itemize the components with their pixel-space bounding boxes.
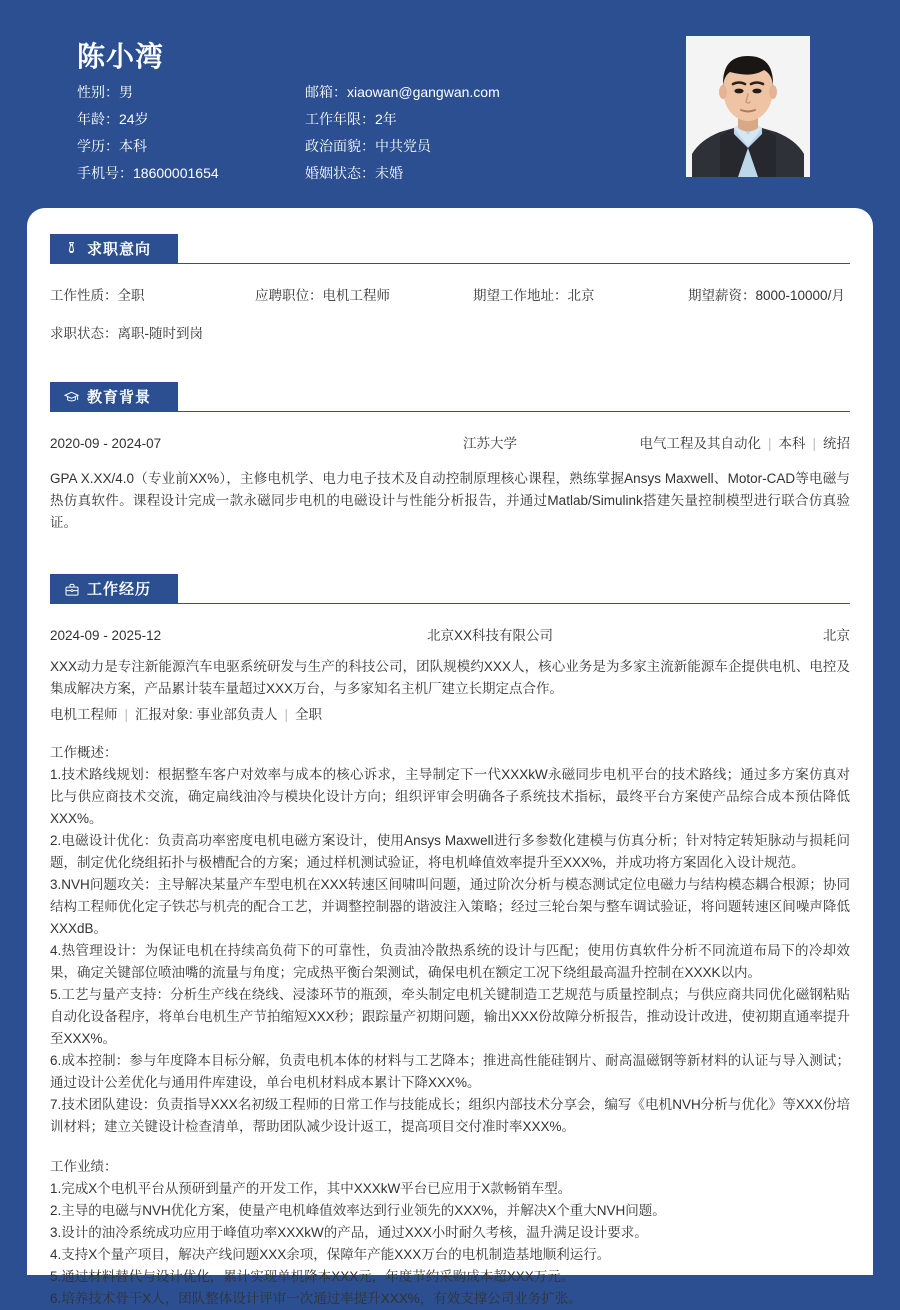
work-overview-item: 4.热管理设计：为保证电机在持续高负荷下的可靠性，负责油冷散热系统的设计与匹配；使用仿真软件分析不同流道布局下的冷却效果，确定关键部位喷油嘴的流量与角度；完成热平衡台架测试，确保电机在额定工况下绕组最高温升控制在XXXK以内。 bbox=[50, 943, 850, 980]
field-gender-label: 性别： bbox=[77, 84, 119, 100]
work-achievement-item: 5.通过材料替代与设计优化，累计实现单机降本XXX元，年度节约采购成本超XXX万元。 bbox=[50, 1269, 575, 1284]
personal-info-grid bbox=[77, 82, 637, 190]
education-admission: 统招 bbox=[823, 436, 850, 451]
education-date: 2020-09 - 2024-07 bbox=[50, 436, 162, 451]
intention-nature bbox=[50, 286, 255, 306]
field-degree-label: 学历： bbox=[77, 138, 119, 154]
education-degree: 本科 bbox=[778, 436, 806, 451]
field-email-label: 邮箱： bbox=[305, 84, 347, 100]
divider: | bbox=[124, 707, 129, 722]
work-achievements-title: 工作业绩： bbox=[50, 1159, 118, 1174]
section-body-job-intention bbox=[27, 286, 873, 344]
section-job-intention bbox=[27, 234, 873, 344]
field-phone bbox=[77, 163, 305, 183]
field-email-value: xiaowan@gangwan.com bbox=[347, 84, 500, 100]
work-achievement-item: 2.主导的电磁与NVH优化方案，使量产电机峰值效率达到行业领先的XXX%，并解决X个重大NVH问题。 bbox=[50, 1203, 666, 1218]
work-achievement-item: 6.培养技术骨干X人，团队整体设计评审一次通过率提升XXX%，有效支撑公司业务扩张。 bbox=[50, 1291, 582, 1306]
work-achievement-item: 4.支持X个量产项目，解决产线问题XXX余项，保障年产能XXX万台的电机制造基地顺利运行。 bbox=[50, 1247, 611, 1262]
briefcase-icon bbox=[64, 582, 79, 597]
education-tail bbox=[610, 434, 850, 454]
work-report-to: 汇报对象: 事业部负责人 bbox=[135, 707, 278, 722]
field-political-label: 政治面貌： bbox=[305, 138, 375, 154]
field-marital-label: 婚姻状态： bbox=[305, 165, 375, 181]
work-company-intro: XXX动力是专注新能源汽车电驱系统研发与生产的科技公司，团队规模约XXX人，核心业务是为多家主流新能源车企提供电机、电控及集成解决方案，产品累计装车量超过XXX万台，与多家知名主机厂建立长期定点合作。 bbox=[50, 659, 850, 696]
work-overview-item: 1.技术路线规划：根据整车客户对效率与成本的核心诉求，主导制定下一代XXXkW永磁同步电机平台的技术路线；通过多方案仿真对比与供应商技术交流，确定扁线油冷与模块化设计方向；组织评审会明确各子系统技术指标，最终平台方案使产品综合成本预估降低XXX%。 bbox=[50, 767, 850, 826]
intention-position-label: 应聘职位： bbox=[255, 288, 323, 303]
work-city: 北京 bbox=[823, 628, 850, 643]
intention-location bbox=[473, 286, 688, 306]
intention-status bbox=[50, 324, 255, 344]
field-work-years bbox=[305, 109, 625, 129]
work-employment-type: 全职 bbox=[295, 707, 323, 722]
field-email bbox=[305, 82, 625, 102]
section-work-experience bbox=[27, 574, 873, 1310]
section-title-job-intention: 求职意向 bbox=[87, 240, 152, 258]
field-marital-value: 未婚 bbox=[375, 165, 403, 181]
work-overview-item: 5.工艺与量产支持：分析生产线在绕线、浸漆环节的瓶颈，牵头制定电机关键制造工艺规范与质量控制点；与供应商共同优化磁钢粘贴自动化设备程序，将单台电机生产节拍缩短XXX秒；跟踪量产初期问题，输出XXX份故障分析报告，推动设计改进，使初期直通率提升至XXX%。 bbox=[50, 987, 850, 1046]
work-overview-item: 2.电磁设计优化：负责高功率密度电机电磁方案设计，使用Ansys Maxwell进行多参数化建模与仿真分析；针对特定转矩脉动与损耗问题，制定优化绕组拓扑与极槽配合的方案；通过样机测试验证，将电机峰值效率提升至XXX%，并成功将方案固化入设计规范。 bbox=[50, 833, 850, 870]
field-degree-value: 本科 bbox=[119, 138, 147, 154]
section-body-education bbox=[27, 434, 873, 534]
work-overview-item: 3.NVH问题攻关：主导解决某量产车型电机在XXX转速区间啸叫问题，通过阶次分析与模态测试定位电磁力与结构模态耦合根源；协同结构工程师优化定子铁芯与机壳的配合工艺，并调整控制器的谐波注入策略；经过三轮台架与整车调试验证，将问题转速区间噪声降低XXXdB。 bbox=[50, 877, 850, 936]
intention-salary-value: 8000-10000/月 bbox=[755, 288, 845, 303]
education-entry-header bbox=[50, 434, 850, 454]
field-work-years-value: 2年 bbox=[375, 111, 397, 127]
candidate-photo bbox=[686, 36, 810, 177]
intention-status-value: 离职-随时到岗 bbox=[117, 326, 203, 341]
work-role-meta bbox=[50, 704, 850, 726]
work-role: 电机工程师 bbox=[50, 707, 118, 722]
intention-location-label: 期望工作地址： bbox=[473, 288, 568, 303]
field-age bbox=[77, 109, 305, 129]
section-header-education bbox=[27, 382, 873, 412]
education-description: GPA X.XX/4.0（专业前XX%），主修电机学、电力电子技术及自动控制原理核心课程，熟练掌握Ansys Maxwell、Motor-CAD等电磁与热仿真软件。课程设计完成一款永磁同步电机的电磁设计与性能分析报告，并通过Matlab/Simulink搭建矢量控制模型进行联合仿真验证。 bbox=[50, 471, 850, 530]
intention-salary bbox=[688, 286, 850, 306]
intention-status-label: 求职状态： bbox=[50, 326, 118, 341]
section-badge-work-experience bbox=[50, 574, 178, 604]
intention-nature-label: 工作性质： bbox=[50, 288, 118, 303]
header-banner bbox=[0, 0, 900, 208]
intention-position-value: 电机工程师 bbox=[322, 288, 390, 303]
intention-row-2 bbox=[50, 324, 850, 344]
necktie-icon bbox=[64, 242, 79, 257]
field-age-label: 年龄： bbox=[77, 111, 119, 127]
field-gender-value: 男 bbox=[119, 84, 133, 100]
personal-info-row bbox=[77, 82, 637, 109]
field-political bbox=[305, 136, 625, 156]
work-overview-title: 工作概述： bbox=[50, 745, 118, 760]
field-age-value: 24岁 bbox=[119, 111, 149, 127]
work-achievement-item: 1.完成X个电机平台从预研到量产的开发工作，其中XXXkW平台已应用于X款畅销车型。 bbox=[50, 1181, 572, 1196]
field-political-value: 中共党员 bbox=[375, 138, 431, 154]
content-card bbox=[27, 208, 873, 1306]
section-badge-education bbox=[50, 382, 178, 412]
field-phone-value: 18600001654 bbox=[133, 165, 219, 181]
section-header-work-experience bbox=[27, 574, 873, 604]
divider: | bbox=[812, 436, 816, 451]
work-date: 2024-09 - 2025-12 bbox=[50, 628, 162, 643]
field-phone-label: 手机号： bbox=[77, 165, 133, 181]
graduation-cap-icon bbox=[64, 390, 79, 405]
intention-location-value: 北京 bbox=[567, 288, 595, 303]
work-company: 北京XX科技有限公司 bbox=[426, 628, 553, 643]
personal-info-row bbox=[77, 136, 637, 163]
intention-row-1 bbox=[50, 286, 850, 306]
field-degree bbox=[77, 136, 305, 156]
work-overview-item: 7.技术团队建设：负责指导XXX名初级工程师的日常工作与技能成长；组织内部技术分享会，编写《电机NVH分析与优化》等XXX份培训材料；建立关键设计检查清单，帮助团队减少设计返工，提高项目交付准时率XXX%。 bbox=[50, 1097, 850, 1134]
section-title-education: 教育背景 bbox=[87, 388, 152, 406]
personal-info-row bbox=[77, 163, 637, 190]
work-overview-item: 6.成本控制：参与年度降本目标分解，负责电机本体的材料与工艺降本；推进高性能硅钢片、耐高温磁钢等新材料的认证与导入测试；通过设计公差优化与通用件库建设，单台电机材料成本累计下降XXX%。 bbox=[50, 1053, 850, 1090]
education-major: 电气工程及其自动化 bbox=[639, 436, 761, 451]
work-achievement-item: 3.设计的油冷系统成功应用于峰值功率XXXkW的产品，通过XXX小时耐久考核，温升满足设计要求。 bbox=[50, 1225, 648, 1240]
divider: | bbox=[284, 707, 289, 722]
section-body-work-experience bbox=[27, 626, 873, 1310]
personal-info-row bbox=[77, 109, 637, 136]
section-header-job-intention bbox=[27, 234, 873, 264]
intention-nature-value: 全职 bbox=[117, 288, 145, 303]
education-school: 江苏大学 bbox=[463, 436, 517, 451]
section-rule bbox=[50, 603, 850, 604]
section-badge-job-intention bbox=[50, 234, 178, 264]
field-marital bbox=[305, 163, 625, 183]
section-rule bbox=[50, 263, 850, 264]
work-entry-header bbox=[50, 626, 850, 646]
divider: | bbox=[767, 436, 772, 451]
intention-salary-label: 期望薪资： bbox=[688, 288, 756, 303]
field-gender bbox=[77, 82, 305, 102]
section-title-work-experience: 工作经历 bbox=[87, 580, 152, 598]
section-education bbox=[27, 382, 873, 534]
candidate-name: 陈小湾 bbox=[77, 41, 165, 72]
field-work-years-label: 工作年限： bbox=[305, 111, 375, 127]
section-rule bbox=[50, 411, 850, 412]
intention-position bbox=[255, 286, 473, 306]
